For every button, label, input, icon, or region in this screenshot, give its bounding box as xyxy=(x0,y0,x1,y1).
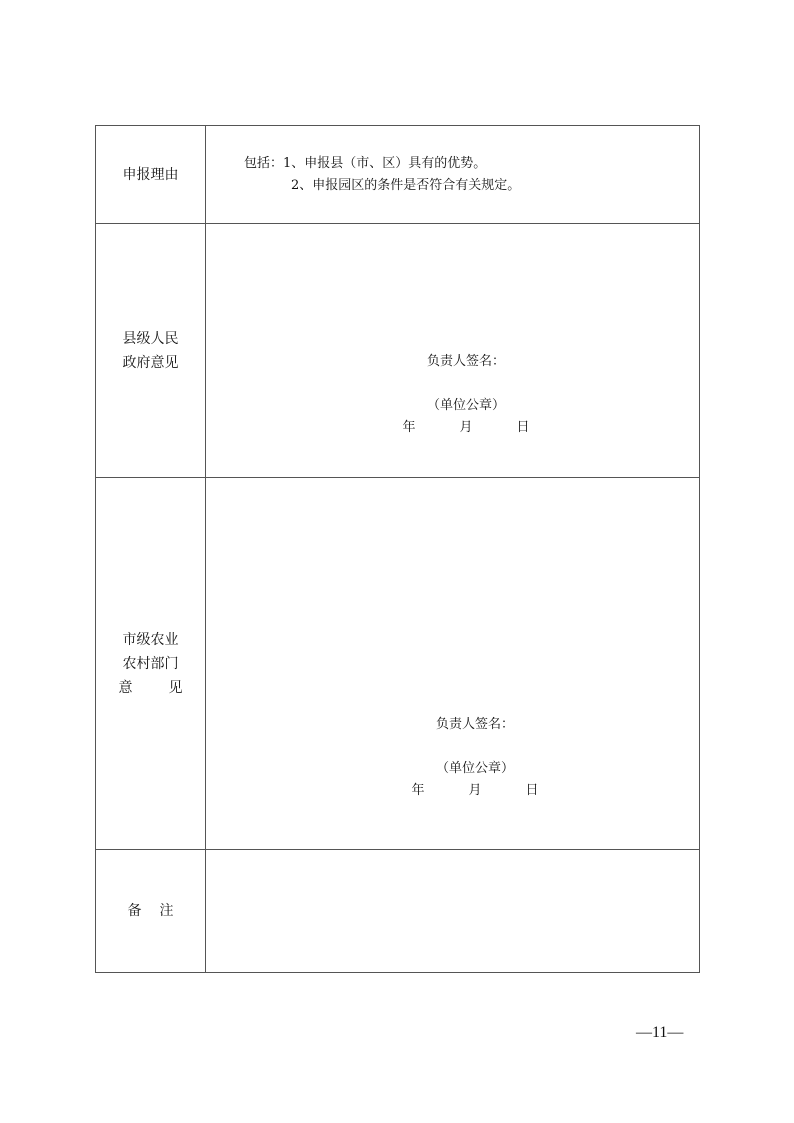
label-county-opinion xyxy=(96,224,206,478)
seal-label: （单位公章） xyxy=(426,398,505,413)
date-line xyxy=(401,417,531,439)
label-line: 意 见 xyxy=(118,679,183,696)
signer-label: 负责人签名： xyxy=(426,354,505,369)
remarks-field[interactable] xyxy=(206,850,700,973)
year-label: 年 xyxy=(411,783,425,798)
date-line xyxy=(410,780,540,802)
day-label: 日 xyxy=(525,783,539,798)
month-label: 月 xyxy=(459,420,473,435)
row-county-opinion xyxy=(96,224,700,478)
reason-line-2: 2、申报园区的条件是否符合有关规定。 xyxy=(291,177,521,193)
city-signature-block xyxy=(410,714,540,802)
row-reason xyxy=(96,126,700,224)
city-opinion-field[interactable] xyxy=(206,478,700,850)
label-char: 备 xyxy=(127,903,142,919)
application-form-table xyxy=(95,125,700,973)
row-city-opinion xyxy=(96,478,700,850)
day-label: 日 xyxy=(516,420,530,435)
label-line: 农村部门 xyxy=(122,655,179,672)
label-char: 注 xyxy=(159,903,174,919)
reason-line-1: 包括：1、申报县（市、区）具有的优势。 xyxy=(244,155,487,171)
label-line: 市级农业 xyxy=(122,631,179,648)
county-signature-block xyxy=(401,351,531,439)
reason-content xyxy=(206,126,700,224)
label-reason-text: 申报理由 xyxy=(122,166,179,183)
label-line: 县级人民 xyxy=(122,330,179,347)
row-remarks xyxy=(96,850,700,973)
signer-label: 负责人签名： xyxy=(435,717,514,732)
label-line: 政府意见 xyxy=(122,354,179,371)
seal-label: （单位公章） xyxy=(435,761,514,776)
month-label: 月 xyxy=(468,783,482,798)
year-label: 年 xyxy=(402,420,416,435)
label-city-opinion xyxy=(96,478,206,850)
county-opinion-field[interactable] xyxy=(206,224,700,478)
label-reason xyxy=(96,126,206,224)
label-remarks xyxy=(96,850,206,973)
page-number: —11— xyxy=(636,1024,684,1041)
